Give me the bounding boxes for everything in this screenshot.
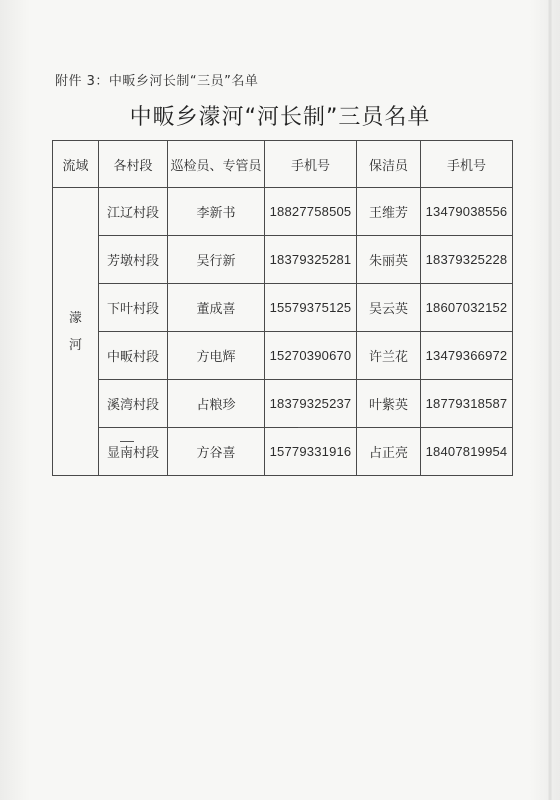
table-row [53,284,513,332]
cleaner-name: 许兰花 [357,332,421,380]
village-section: 江辽村段 [99,188,168,236]
table-header-row [53,141,513,188]
pen-mark [120,441,134,442]
cleaner-phone: 13479366972 [421,332,513,380]
village-section: 下叶村段 [99,284,168,332]
cleaner-phone: 18407819954 [421,428,513,476]
village-section: 芳墩村段 [99,236,168,284]
basin-char: 河 [68,337,82,353]
cleaner-name: 吴云英 [357,284,421,332]
header-basin: 流域 [53,141,99,188]
table-row [53,188,513,236]
cleaner-name: 叶紫英 [357,380,421,428]
inspector-phone: 18379325281 [265,236,357,284]
inspector-phone: 15270390670 [265,332,357,380]
table-row [53,380,513,428]
table-row [53,332,513,380]
roster-table [52,140,513,476]
inspector-phone: 15779331916 [265,428,357,476]
header-inspector: 巡检员、专管员 [168,141,265,188]
header-cleaner-phone: 手机号 [421,141,513,188]
attachment-label: 附件 3：中畈乡河长制“三员”名单 [55,74,259,89]
village-section: 溪湾村段 [99,380,168,428]
cleaner-phone: 18379325228 [421,236,513,284]
inspector-name: 方电辉 [168,332,265,380]
inspector-name: 李新书 [168,188,265,236]
cleaner-phone: 18779318587 [421,380,513,428]
header-inspector-phone: 手机号 [265,141,357,188]
pen-mark [298,427,310,428]
village-section: 显南村段 [99,428,168,476]
header-cleaner: 保洁员 [357,141,421,188]
header-village-section: 各村段 [99,141,168,188]
cleaner-phone: 18607032152 [421,284,513,332]
village-section: 中畈村段 [99,332,168,380]
cleaner-name: 占正亮 [357,428,421,476]
inspector-phone: 18827758505 [265,188,357,236]
document-title: 中畈乡濛河“河长制”三员名单 [129,105,431,130]
inspector-name: 吴行新 [168,236,265,284]
inspector-name: 董成喜 [168,284,265,332]
basin-cell [53,188,99,476]
inspector-phone: 15579375125 [265,284,357,332]
cleaner-name: 朱丽英 [357,236,421,284]
cleaner-name: 王维芳 [357,188,421,236]
inspector-phone: 18379325237 [265,380,357,428]
inspector-name: 占粮珍 [168,380,265,428]
basin-char: 濛 [68,310,82,326]
table-row [53,236,513,284]
cleaner-phone: 13479038556 [421,188,513,236]
inspector-name: 方谷喜 [168,428,265,476]
table-row [53,428,513,476]
